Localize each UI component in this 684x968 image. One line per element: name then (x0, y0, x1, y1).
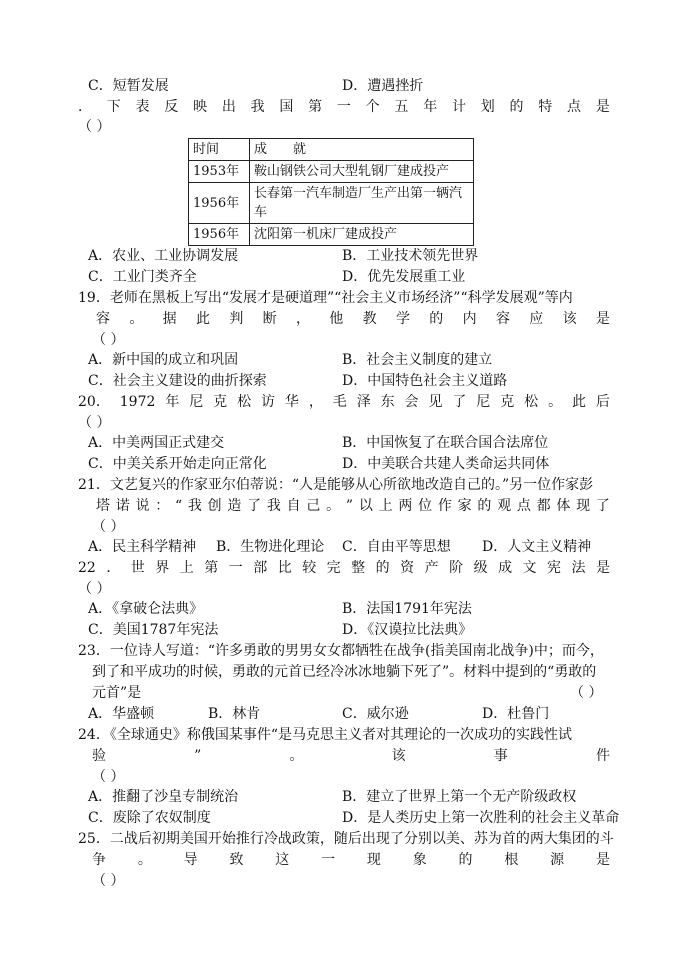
stem-word: 个 (365, 99, 380, 115)
stem-word: 他 (329, 311, 344, 327)
stem-word: 己 (306, 498, 321, 514)
stem-word: 一 (336, 99, 351, 115)
stem-word: 事 (493, 748, 508, 764)
q19-paren: （ ） (92, 332, 125, 348)
q23-stem-line2: 到了和平成功的时候，勇敢的元首已经冷冰冰地躺下死了”。材料中提到的“勇敢的 (92, 664, 597, 680)
stem-word: 资 (400, 560, 415, 576)
q19-option-b: B．社会主义制度的建立 (342, 352, 493, 368)
stem-word: 致 (229, 852, 244, 868)
table-cell-achievement: 长春第一汽车制造厂生产出第一辆汽车 (250, 183, 474, 224)
stem-word: 我 (250, 99, 265, 115)
table-row (189, 183, 474, 224)
stem-word: 上 (179, 560, 194, 576)
q19-stem-line2 (96, 309, 610, 329)
q22-stem (78, 558, 610, 578)
stem-word: 是 (595, 311, 610, 327)
stem-word: 华 (284, 394, 299, 410)
table-cell-year: 1953年 (189, 161, 250, 183)
q20-stem (78, 392, 610, 412)
stem-word: 松 (237, 394, 252, 410)
q24-stem-line1: 24．《全球通史》称俄国某事件“是马克思主义者对其理论的一次成功的实践性试 (78, 727, 572, 743)
stem-word: 是 (596, 560, 610, 576)
stem-word: 。 (129, 311, 144, 327)
stem-word: 上 (378, 498, 393, 514)
stem-word: 克 (213, 394, 228, 410)
stem-word: 会 (404, 394, 419, 410)
stem-word: 尼 (189, 394, 204, 410)
stem-word: 造 (227, 498, 242, 514)
stem-word: 争 (92, 852, 106, 868)
stem-word: 较 (302, 560, 317, 576)
stem-word: ， (295, 311, 310, 327)
stem-word: 验 (92, 748, 106, 764)
stem-word: 一 (321, 852, 336, 868)
table-cell-year: 1956年 (189, 224, 250, 246)
q19-stem-line1: 19．老师在黑板上写出“发展才是硬道理”“社会主义市场经济”“科学发展观”等内 (78, 290, 573, 306)
q23-option-d: D．杜鲁门 (482, 706, 550, 722)
stem-word: 第 (308, 99, 323, 115)
stem-word: 位 (418, 498, 433, 514)
stem-word: 尼 (476, 394, 491, 410)
stem-word: 容 (96, 311, 110, 327)
stem-word: 泽 (356, 394, 371, 410)
q25-stem-line2 (92, 850, 610, 870)
stem-word: 我 (187, 498, 202, 514)
stem-word: 以 (358, 498, 373, 514)
stem-word: 。 (548, 394, 563, 410)
stem-word: 。 (326, 498, 341, 514)
stem-word: 的 (429, 311, 444, 327)
q23-option-b: B．林肯 (208, 706, 261, 722)
stem-word: 法 (571, 560, 586, 576)
q23-stem-line1: 23．一位诗人写道：“许多勇敢的男男女女都牺牲在战争(指美国南北战争)中；而今， (78, 643, 604, 659)
stem-word: 这 (275, 852, 290, 868)
q20-option-d: D．中美联合共建人类命运共同体 (342, 456, 550, 472)
q24-option-a: A．推翻了沙皇专制统治 (88, 789, 239, 805)
stem-word: 表 (135, 99, 150, 115)
q20-option-a: A．中美两国正式建交 (88, 435, 225, 451)
stem-word: 22 (78, 560, 96, 576)
q25-paren: （ ） (92, 873, 125, 889)
q24-stem-line2 (92, 746, 610, 766)
q19-option-c: C．社会主义建设的曲折探索 (88, 373, 267, 389)
stem-word: 阶 (449, 560, 464, 576)
q18-paren: （ ） (78, 119, 111, 135)
q20-paren: （ ） (78, 415, 111, 431)
q23-stem-line3: 元首”是 (92, 685, 142, 701)
stem-word: 第 (204, 560, 219, 576)
stem-word: 诺 (115, 498, 130, 514)
stem-word: 点 (567, 99, 582, 115)
stem-word: 塔 (96, 498, 110, 514)
stem-word: 是 (595, 852, 610, 868)
stem-word: 世 (130, 560, 145, 576)
q25-stem-line1: 25．二战后初期美国开始推行冷战政策，随后出现了分别以美、苏为首的两大集团的斗 (78, 831, 614, 847)
q17-option-d: D．遭遇挫折 (342, 78, 424, 94)
stem-word: 观 (497, 498, 512, 514)
stem-word: 见 (428, 394, 443, 410)
stem-word: 该 (391, 748, 406, 764)
stem-word: 内 (462, 311, 477, 327)
q20-option-b: B．中国恢复了在联合国合法席位 (342, 435, 549, 451)
stem-word: 体 (556, 498, 571, 514)
stem-word: 现 (366, 852, 381, 868)
q21-option-c: C．自由平等思想 (342, 539, 451, 555)
achievement-table (188, 138, 474, 246)
q20-option-c: C．中美关系开始走向正常化 (88, 456, 267, 472)
q22-paren: （ ） (78, 581, 111, 597)
q18-option-b: B．工业技术领先世界 (342, 248, 479, 264)
stem-word: 据 (162, 311, 177, 327)
stem-word: 计 (451, 99, 466, 115)
q23-option-c: C．威尔逊 (342, 706, 409, 722)
stem-word: 教 (362, 311, 377, 327)
stem-word: 松 (524, 394, 539, 410)
stem-word: 的 (375, 560, 390, 576)
q23-paren: （ ） (570, 685, 603, 701)
q21-stem-line2 (96, 496, 610, 516)
stem-word: 反 (164, 99, 179, 115)
stem-word: 了 (452, 394, 467, 410)
stem-word: 五 (394, 99, 409, 115)
q21-option-a: A．民主科学精神 (88, 539, 197, 555)
stem-word: 一 (228, 560, 243, 576)
q21-option-d: D．人文主义精神 (482, 539, 592, 555)
stem-word: 比 (277, 560, 292, 576)
stem-word: ” (194, 748, 202, 764)
stem-word: 部 (253, 560, 268, 576)
stem-word: ． (78, 99, 92, 115)
stem-word: ： (155, 498, 170, 514)
stem-word: 都 (536, 498, 551, 514)
stem-word: ” (345, 498, 354, 514)
table-cell-achievement: 沈阳第一机床厂建成投产 (250, 224, 474, 246)
stem-word: 国 (279, 99, 294, 115)
stem-word: 象 (412, 852, 427, 868)
q18-stem (78, 97, 610, 117)
stem-word: 的 (458, 852, 473, 868)
table-cell-achievement: 鞍山钢铁公司大型轧钢厂建成投产 (250, 161, 474, 183)
stem-word: 判 (229, 311, 244, 327)
stem-word: 访 (261, 394, 275, 410)
stem-word: 20． (78, 394, 110, 410)
stem-word: 家 (457, 498, 472, 514)
stem-word: 该 (562, 311, 577, 327)
stem-word: 导 (183, 852, 198, 868)
stem-word: 年 (423, 99, 438, 115)
stem-word: 划 (480, 99, 495, 115)
q24-option-b: B．建立了世界上第一个无产阶级政权 (342, 789, 577, 805)
stem-word: 点 (516, 498, 531, 514)
stem-word: 文 (522, 560, 537, 576)
stem-word: 自 (286, 498, 301, 514)
q18-option-c: C．工业门类齐全 (88, 269, 197, 285)
stem-word: 我 (266, 498, 281, 514)
stem-word: 学 (395, 311, 410, 327)
stem-word: 了 (595, 498, 610, 514)
stem-word: 。 (137, 852, 152, 868)
stem-word: 宪 (547, 560, 562, 576)
stem-word: 现 (576, 498, 591, 514)
stem-word: 年 (165, 394, 180, 410)
q22-option-a: A．《拿破仑法典》 (88, 601, 204, 617)
stem-word: 东 (380, 394, 395, 410)
stem-word: 容 (495, 311, 510, 327)
q17-option-c: C．短暂发展 (88, 78, 169, 94)
stem-word: 成 (498, 560, 513, 576)
stem-word: 映 (193, 99, 208, 115)
table-row (189, 224, 474, 246)
stem-word: 后 (595, 394, 610, 410)
stem-word: 克 (500, 394, 515, 410)
stem-word: “ (175, 498, 183, 514)
table-header-achievement: 成 就 (250, 139, 474, 161)
stem-word: 的 (509, 99, 524, 115)
stem-word: 是 (595, 99, 610, 115)
stem-word: 完 (326, 560, 341, 576)
q21-stem-line1: 21．文艺复兴的作家亚尔伯蒂说：“人是能够从心所欲地改造自己的。”另一位作家彭 (78, 477, 594, 493)
stem-word: 作 (437, 498, 452, 514)
stem-word: 的 (477, 498, 492, 514)
stem-word: 下 (106, 99, 121, 115)
stem-word: 整 (351, 560, 366, 576)
q19-option-a: A．新中国的成立和巩固 (88, 352, 239, 368)
stem-word: 说 (135, 498, 150, 514)
stem-word: 断 (262, 311, 277, 327)
stem-word: 源 (550, 852, 565, 868)
table-cell-year: 1956年 (189, 183, 250, 224)
stem-word: ． (106, 560, 121, 576)
stem-word: 界 (155, 560, 170, 576)
stem-word: 两 (398, 498, 413, 514)
q22-option-d: D．《汉谟拉比法典》 (342, 622, 473, 638)
stem-word: 了 (247, 498, 262, 514)
stem-word: 件 (595, 748, 610, 764)
q18-option-d: D．优先发展重工业 (342, 269, 466, 285)
table-row (189, 161, 474, 183)
q24-option-d: D．是人类历史上第一次胜利的社会主义革命 (342, 810, 620, 826)
q22-option-c: C．美国1787年宪法 (88, 622, 219, 638)
stem-word: 产 (424, 560, 439, 576)
stem-word: 此 (195, 311, 210, 327)
table-header-time: 时间 (189, 139, 250, 161)
stem-word: 1972 (119, 394, 156, 410)
stem-word: 创 (207, 498, 222, 514)
stem-word: 此 (571, 394, 586, 410)
stem-word: 出 (221, 99, 236, 115)
stem-word: ， (308, 394, 323, 410)
q24-paren: （ ） (92, 769, 125, 785)
stem-word: 级 (473, 560, 488, 576)
q18-option-a: A．农业、工业协调发展 (88, 248, 239, 264)
stem-word: 毛 (332, 394, 347, 410)
stem-word: 。 (289, 748, 304, 764)
q24-option-c: C．废除了农奴制度 (88, 810, 211, 826)
q21-paren: （ ） (92, 519, 125, 535)
q23-option-a: A．华盛顿 (88, 706, 155, 722)
q21-option-b: B．生物进化理论 (216, 539, 325, 555)
stem-word: 应 (529, 311, 544, 327)
q19-option-d: D．中国特色社会主义道路 (342, 373, 508, 389)
stem-word: 根 (504, 852, 519, 868)
stem-word: 特 (538, 99, 553, 115)
q22-option-b: B．法国1791年宪法 (342, 601, 472, 617)
